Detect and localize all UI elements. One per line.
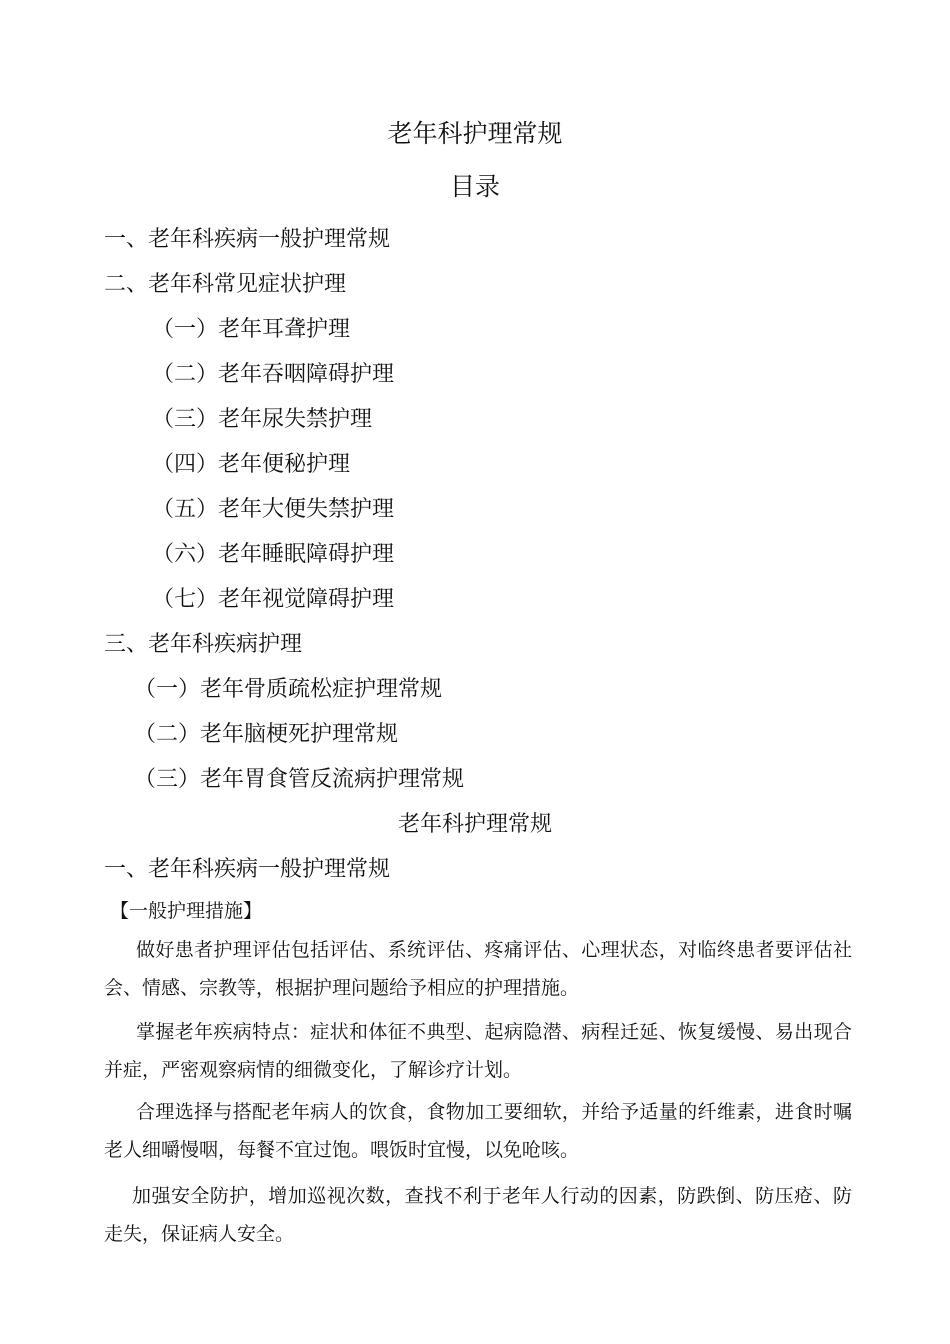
toc-subentry: （三）老年胃食管反流病护理常规 xyxy=(134,767,465,792)
toc-entry-section-2: 二、老年科常见症状护理 xyxy=(104,272,347,297)
toc-subentry: （五）老年大便失禁护理 xyxy=(152,497,395,522)
paragraph-text: 合理选择与搭配老年病人的饮食，食物加工要细软，并给予适量的纤维素，进食时嘱老人细嚼慢咽，每餐不宜过饱。喂饭时宜慢，以免呛咳。 xyxy=(104,1101,852,1161)
toc-heading: 目录 xyxy=(449,172,500,201)
toc-subentry: （三）老年尿失禁护理 xyxy=(152,407,373,432)
paragraph-text: 加强安全防护，增加巡视次数，查找不利于老年人行动的因素，防跌倒、防压疮、防走失，保证病人安全。 xyxy=(104,1185,852,1245)
toc-subentry: （二）老年脑梗死护理常规 xyxy=(134,722,399,747)
toc-subentry: （一）老年骨质疏松症护理常规 xyxy=(134,677,443,702)
paragraph-text: 做好患者护理评估包括评估、系统评估、疼痛评估、心理状态，对临终患者要评估社会、情感、宗教等，根据护理问题给予相应的护理措施。 xyxy=(104,939,852,999)
body-paragraph xyxy=(104,1013,852,1089)
toc-subentry: （二）老年吞咽障碍护理 xyxy=(152,362,395,387)
body-paragraph xyxy=(104,931,852,1007)
paragraph-text: 掌握老年疾病特点：症状和体征不典型、起病隐潜、病程迁延、恢复缓慢、易出现合并症，严密观察病情的细微变化，了解诊疗计划。 xyxy=(104,1021,852,1081)
toc-subentry: （四）老年便秘护理 xyxy=(152,452,351,477)
toc-subentry: （七）老年视觉障碍护理 xyxy=(152,587,395,612)
body-title: 老年科护理常规 xyxy=(397,812,552,837)
toc-subentry: （六）老年睡眠障碍护理 xyxy=(152,542,395,567)
toc-entry-section-1: 一、老年科疾病一般护理常规 xyxy=(104,227,391,252)
subheading-general-measures: 【一般护理措施】 xyxy=(110,900,263,922)
body-paragraph xyxy=(104,1093,852,1169)
toc-entry-section-3: 三、老年科疾病护理 xyxy=(104,632,303,657)
main-title: 老年科护理常规 xyxy=(387,119,563,148)
toc-subentry: （一）老年耳聋护理 xyxy=(152,317,351,342)
body-paragraph xyxy=(104,1177,852,1253)
section-1-heading: 一、老年科疾病一般护理常规 xyxy=(104,857,391,882)
